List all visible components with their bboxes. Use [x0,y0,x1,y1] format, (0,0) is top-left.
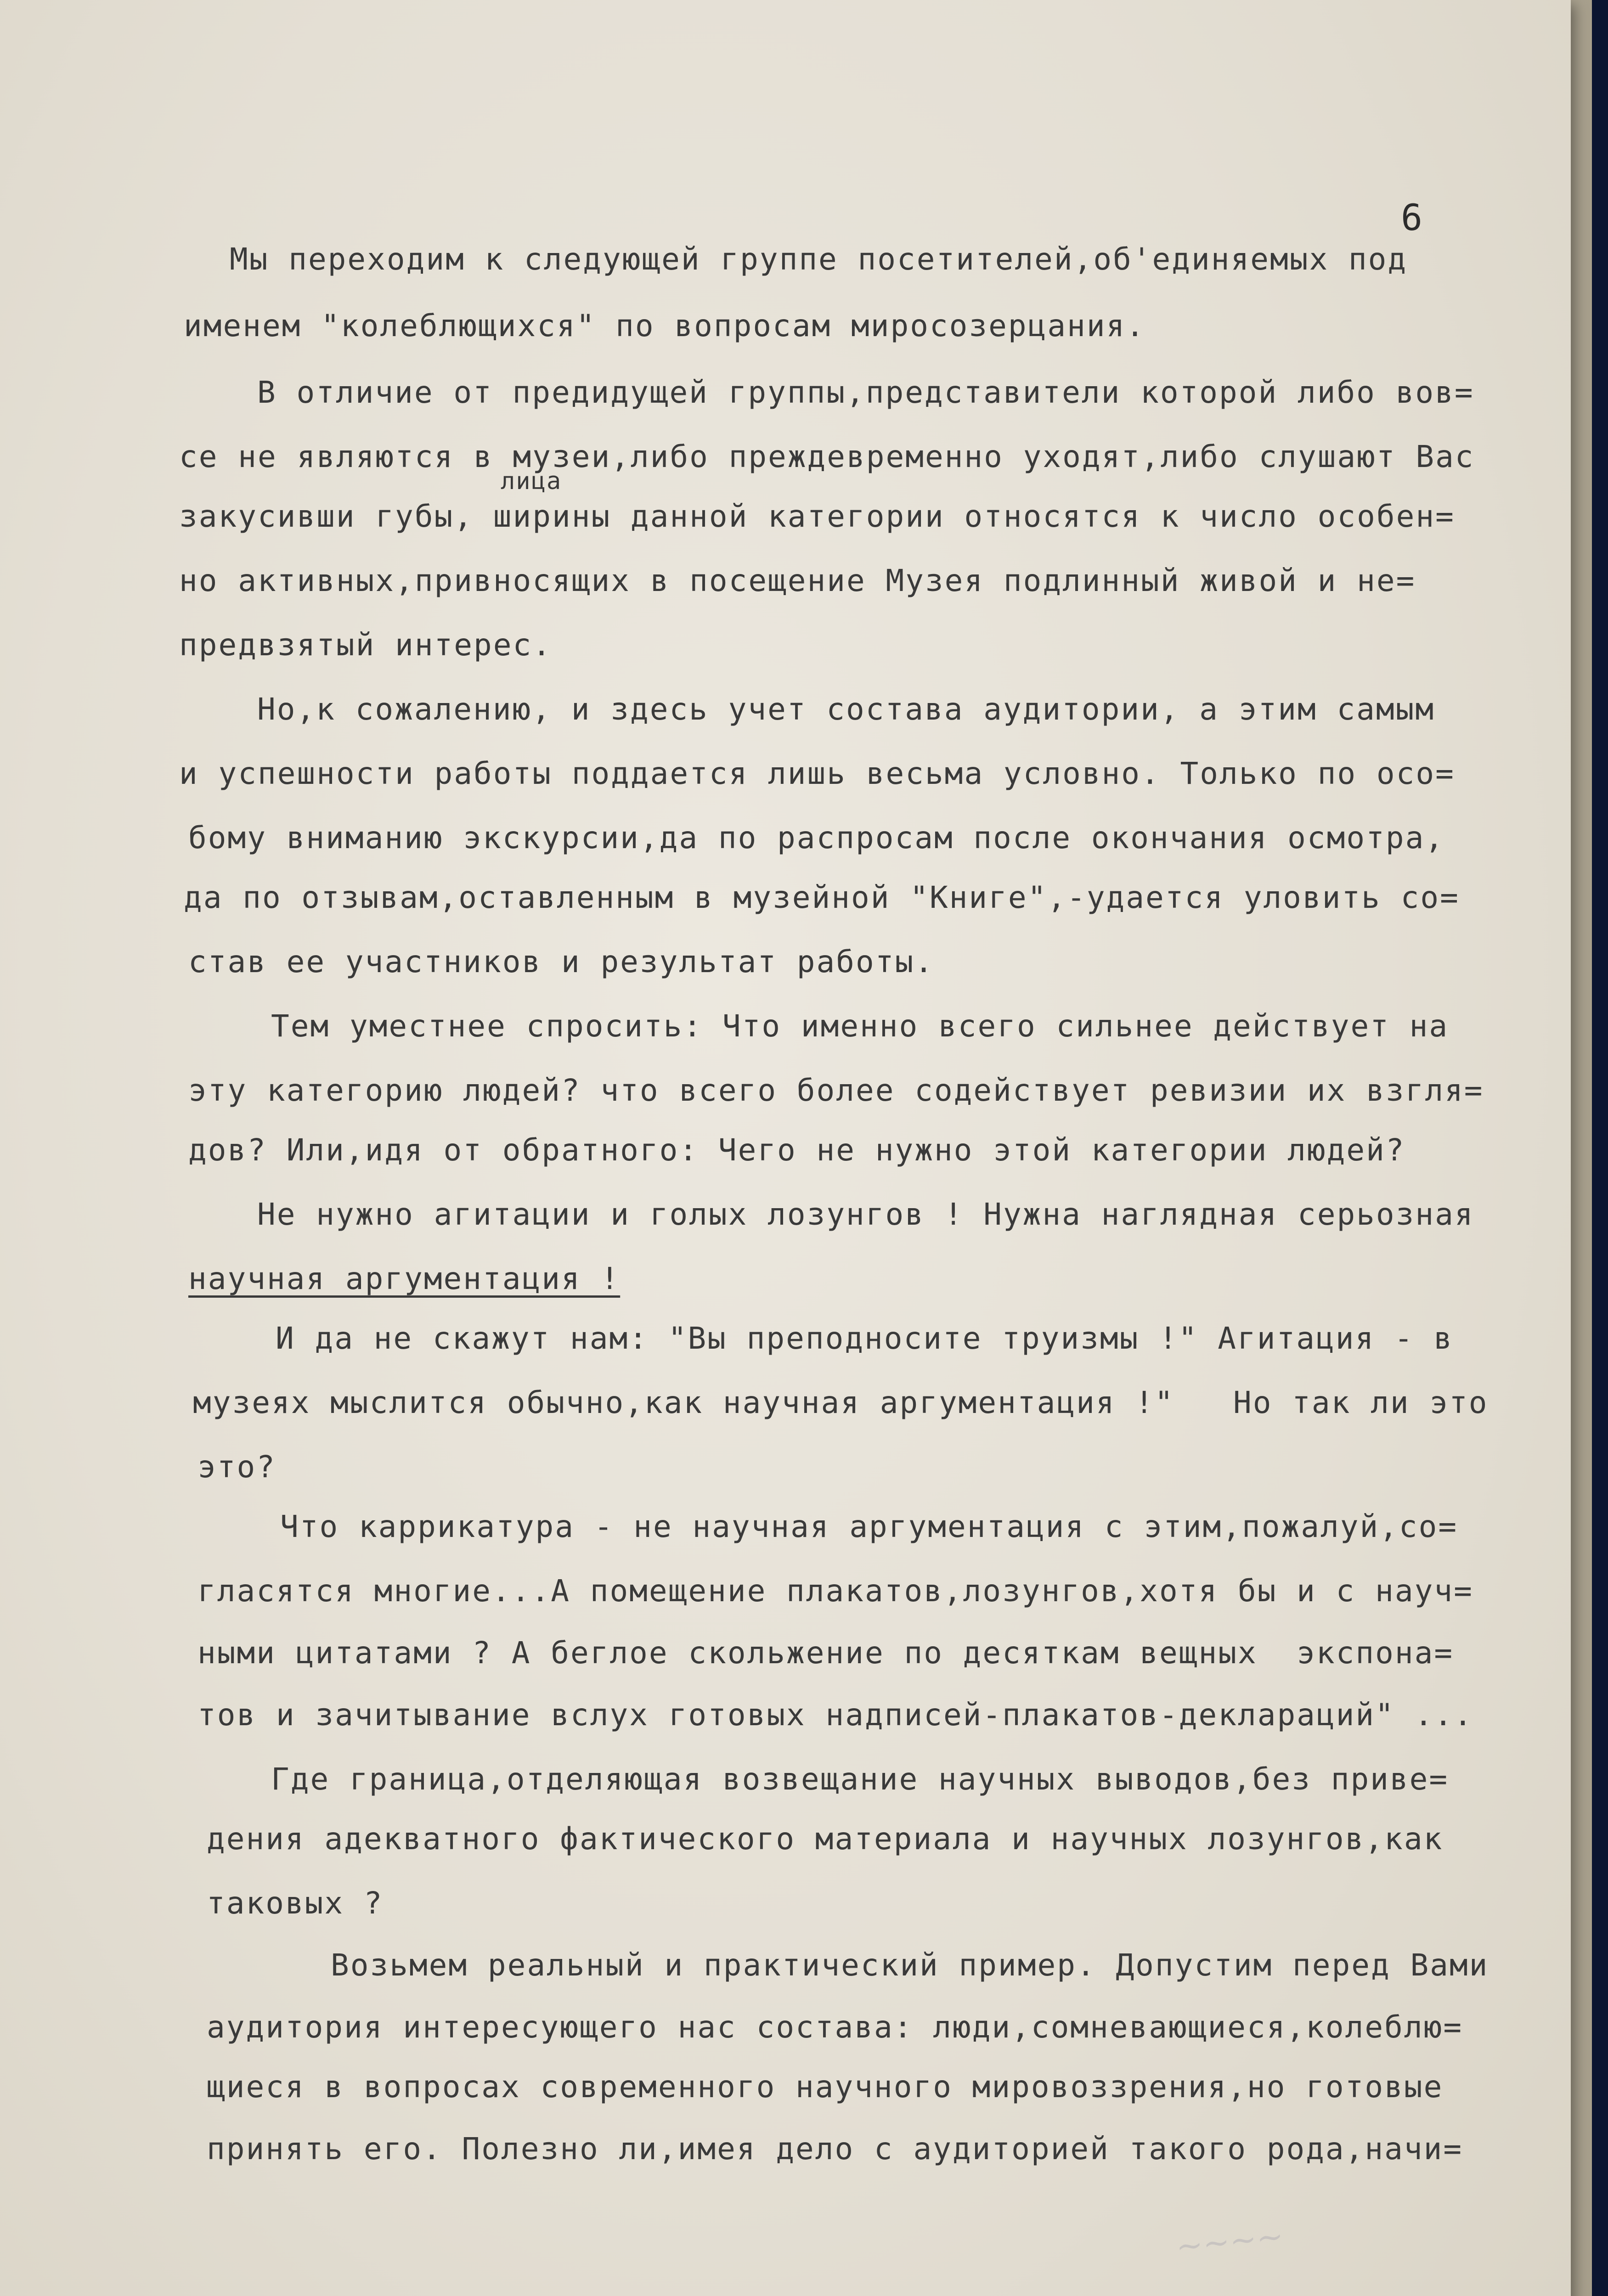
text-line-9: и успешности работы поддается лишь весьма условно. Только по осо= [179,756,1455,791]
text-line-23: ными цитатами ? А беглое скольжение по десяткам вещных экспона= [197,1635,1454,1671]
text-line-27: таковых ? [207,1885,384,1921]
handwritten-insert: лица [501,467,562,495]
text-line-24: тов и зачитывание вслух готовых надписей-плакатов-деклараций" ... [197,1697,1473,1733]
text-line-1: Мы переходим к следующей группе посетителей,об'единяемых под [230,242,1408,277]
text-line-7: предвзятый интерес. [179,627,552,663]
text-line-14: эту категорию людей? что всего более содействует ревизии их взгля= [188,1073,1484,1108]
text-line-19: музеях мыслится обычно,как научная аргументация !" Но так ли это [193,1385,1489,1420]
text-line-2: именем "колеблющихся" по вопросам миросозерцания. [184,308,1146,343]
text-line-4: се не являются в музеи,либо преждевременно уходят,либо слушают Вас [179,439,1475,474]
text-line-8: Но,к сожалению, и здесь учет состава аудитории, а этим самым [257,692,1435,727]
text-line-15: дов? Или,идя от обратного: Чего не нужно этой категории людей? [188,1132,1405,1168]
text-line-22: гласятся многие...А помещение плакатов,лозунгов,хотя бы и с науч= [197,1573,1473,1609]
text-line-26: дения адекватного фактического материала и научных лозунгов,как [207,1821,1444,1857]
text-line-29: аудитория интересующего нас состава: люди,сомневающиеся,колеблю= [207,2009,1463,2045]
text-line-3: В отличие от предидущей группы,представители которой либо вов= [257,375,1474,410]
text-line-13: Тем уместнее спросить: Что именно всего сильнее действует на [271,1008,1449,1044]
text-line-16: Не нужно агитации и голых лозунгов ! Нужна наглядная серьозная [257,1197,1474,1232]
faint-signature-mark: ~~~~ [1174,2217,1286,2266]
text-line-11: да по отзывам,оставленным в музейной "Книге",-удается уловить со= [184,880,1460,915]
text-line-31: принять его. Полезно ли,имея дело с аудиторией такого рода,начи= [207,2131,1463,2167]
page-number: 6 [1401,197,1422,239]
text-line-5: закусивши губы, ширины данной категории относятся к число особен= [179,499,1455,534]
text-line-20: это? [197,1449,276,1485]
text-line-28: Возьмем реальный и практический пример. Допустим перед Вами [331,1947,1489,1983]
text-line-17: научная аргументация ! [188,1261,621,1296]
text-line-12: став ее участников и результат работы. [188,944,934,979]
text-line-18: И да не скажут нам: "Вы преподносите труизмы !" Агитация - в [276,1321,1454,1356]
text-line-25: Где граница,отделяющая возвещание научных выводов,без приве= [271,1761,1449,1797]
text-line-6: но активных,привносящих в посещение Музея подлинный живой и не= [179,563,1416,598]
text-line-21: Что каррикатура - не научная аргументация с этим,пожалуй,со= [280,1509,1458,1544]
text-line-30: щиеся в вопросах современного научного мировоззрения,но готовые [207,2069,1444,2105]
text-line-10: бому вниманию экскурсии,да по распросам после окончания осмотра, [188,820,1445,855]
